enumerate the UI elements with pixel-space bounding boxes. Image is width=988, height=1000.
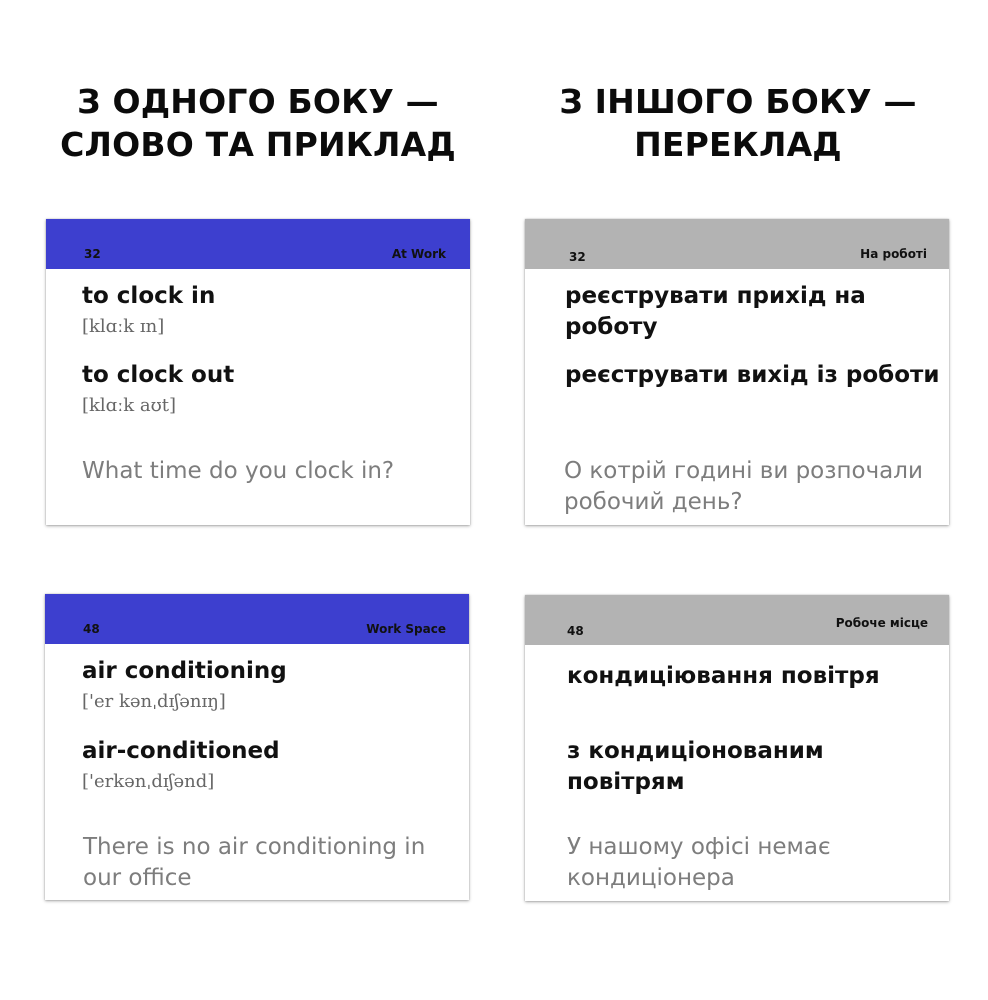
card-translation-2: з кондиціонованим повітрям [567, 738, 824, 795]
card-header [525, 595, 949, 645]
card-term-1: to clock in [82, 283, 216, 309]
card-topic: Work Space [366, 622, 446, 636]
back-side-heading-line-1: З ІНШОГО БОКУ — [559, 82, 917, 121]
flashcard-back-work-space [525, 595, 949, 901]
card-topic: На роботі [860, 247, 927, 261]
back-side-heading [508, 80, 968, 166]
card-translation-1: реєструвати прихід на роботу [565, 283, 866, 340]
card-number: 32 [569, 250, 586, 264]
card-translation-2: реєструвати вихід із роботи [565, 362, 940, 388]
front-side-heading-line-1: З ОДНОГО БОКУ — [77, 82, 439, 121]
card-example-translation: У нашому офісі немає кондиціонера [567, 834, 831, 891]
flashcard-front-work-space [45, 594, 469, 900]
card-translation-1: кондиціювання повітря [567, 663, 880, 689]
card-term-1: air conditioning [82, 658, 287, 684]
flashcard-front-at-work [46, 219, 470, 525]
card-term-2: to clock out [82, 362, 235, 388]
card-header [46, 219, 470, 269]
front-side-heading-line-2: СЛОВО ТА ПРИКЛАД [60, 125, 456, 164]
front-side-heading [28, 80, 488, 166]
card-topic: At Work [391, 247, 446, 261]
card-topic: Робоче місце [835, 616, 928, 630]
card-transcription-1: [klɑːk ɪn] [82, 316, 165, 337]
card-example-translation: О котрій годині ви розпочали робочий день? [564, 458, 923, 515]
card-number: 32 [84, 247, 101, 261]
card-header [525, 219, 949, 269]
card-number: 48 [567, 624, 584, 638]
card-transcription-1: ['er kənˌdɪʃənɪŋ] [82, 691, 226, 712]
card-transcription-2: [klɑːk aʊt] [82, 395, 177, 416]
card-term-2: air-conditioned [82, 738, 280, 764]
flashcard-back-at-work [525, 219, 949, 525]
back-side-heading-line-2: ПЕРЕКЛАД [634, 125, 842, 164]
card-header [45, 594, 469, 644]
card-transcription-2: ['erkənˌdɪʃənd] [82, 771, 215, 792]
card-example: There is no air conditioning in our office [83, 834, 426, 891]
card-number: 48 [83, 622, 100, 636]
card-example: What time do you clock in? [82, 458, 395, 484]
